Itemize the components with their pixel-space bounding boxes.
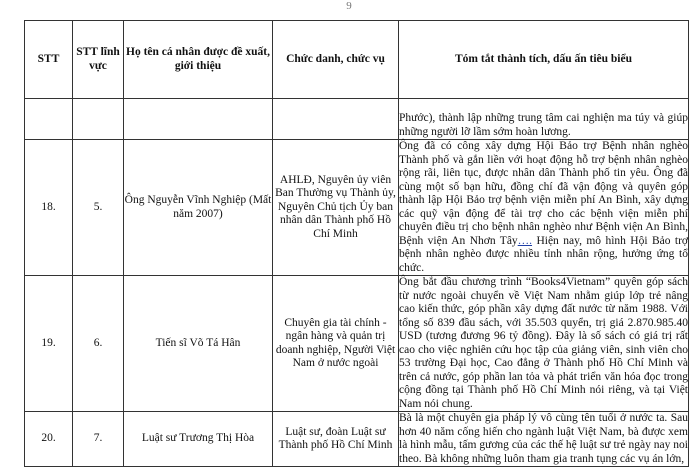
cell-name: Tiến sĩ Võ Tá Hân	[124, 276, 273, 412]
cell-title: Luật sư, đoàn Luật sư Thành phố Hồ Chí Minh	[273, 412, 399, 467]
cell-stt-field: 5.	[73, 140, 124, 276]
cell-title: AHLĐ, Nguyên ủy viên Ban Thường vụ Thành ủy, Nguyên Chủ tịch Ủy ban nhân dân Thành phố Hồ Chí Minh	[273, 140, 399, 276]
header-summary: Tóm tắt thành tích, dấu ấn tiêu biểu	[399, 21, 689, 99]
cell-summary: Phước), thành lập những trung tâm cai nghiện ma túy và giúp những người lỡ lầm sớm hoàn lương.	[399, 99, 689, 140]
header-stt-field: STT lĩnh vực	[73, 21, 124, 99]
cell-stt-field: 6.	[73, 276, 124, 412]
cell-summary: Ông bắt đầu chương trình “Books4Vietnam” quyên góp sách từ nước ngoài chuyển về Việt Nam nhằm giúp lớp trẻ nâng cao kiến thức, góp phần xây dựng đất nước từ năm 1988. Với tổng số 839 đầu sách, với 35.503 quyển, trị giá 2.870.985.40 USD (tương đương 96 tỷ đồng). Đây là số sách có giá trị rất cao cho việc nghiên cứu học tập của giảng viên, sinh viên cho 53 trường Đại học, Cao đẳng ở Thành phố Hồ Chí Minh và trên cả nước, góp phần lan tỏa và phát triển văn hóa đọc trong cộng đồng tại Thành phố Hồ Chí Minh nói riêng, và tại Việt Nam nói chung.	[399, 276, 688, 410]
header-name: Họ tên cá nhân được đề xuất, giới thiệu	[124, 21, 273, 99]
cell-empty	[124, 99, 273, 140]
page-number: 9	[346, 0, 352, 12]
summary-link[interactable]: ….	[517, 234, 533, 247]
table-header-row	[25, 21, 689, 99]
cell-stt-field: 7.	[73, 412, 124, 467]
cell-name: Ông Nguyễn Vĩnh Nghiệp (Mất năm 2007)	[124, 140, 273, 276]
table-row	[25, 140, 689, 276]
header-stt: STT	[25, 21, 73, 99]
cell-stt: 20.	[25, 412, 73, 467]
cell-summary	[399, 140, 689, 276]
cell-empty	[273, 99, 399, 140]
cell-empty	[73, 99, 124, 140]
summary-text: Ông đã có công xây dựng Hội Bảo trợ Bệnh nhân nghèo Thành phố và gắn liền với hoạt động hỗ trợ bệnh nhân nghèo rộng rãi, liên tục, được nhân dân Thành phố tin yêu. Ông đã cùng một số bạn hữu, đồng chí đã vận động và quyên góp thành lập Hội Bảo trợ bệnh viện miễn phí An Bình, xây dựng các quỹ vận động để tài trợ cho các bệnh viện miễn phí chuyên điều trị cho bệnh nhân nghèo như Bệnh viện An Bình, Bệnh viện An Nhơn Tây	[399, 140, 688, 247]
cell-summary: Bà là một chuyên gia pháp lý vô cùng tên tuổi ở nước ta. Sau hơn 40 năm cống hiến cho ngành luật Việt Nam, bà được xem là hình mẫu, tấm gương của các thế hệ luật sư trẻ ngày nay noi theo. Bà không những luôn tham gia tranh tụng các vụ án lớn,	[399, 412, 688, 465]
cell-name: Luật sư Trương Thị Hòa	[124, 412, 273, 467]
table-row	[25, 412, 689, 467]
cell-stt: 18.	[25, 140, 73, 276]
header-title: Chức danh, chức vụ	[273, 21, 399, 99]
table-row-continuation	[25, 99, 689, 140]
cell-title: Chuyên gia tài chính - ngân hàng và quản trị doanh nghiệp, Người Việt Nam ở nước ngoài	[273, 276, 399, 412]
cell-stt: 19.	[25, 276, 73, 412]
summary-text: Hiện nay, mô hình Hội Bảo trợ bệnh nhân nghèo được nhiều tỉnh nhân rộng, hưởng ứng tổ chức.	[399, 234, 688, 274]
table-row	[25, 276, 689, 412]
cell-empty	[25, 99, 73, 140]
nominee-table	[24, 20, 689, 467]
